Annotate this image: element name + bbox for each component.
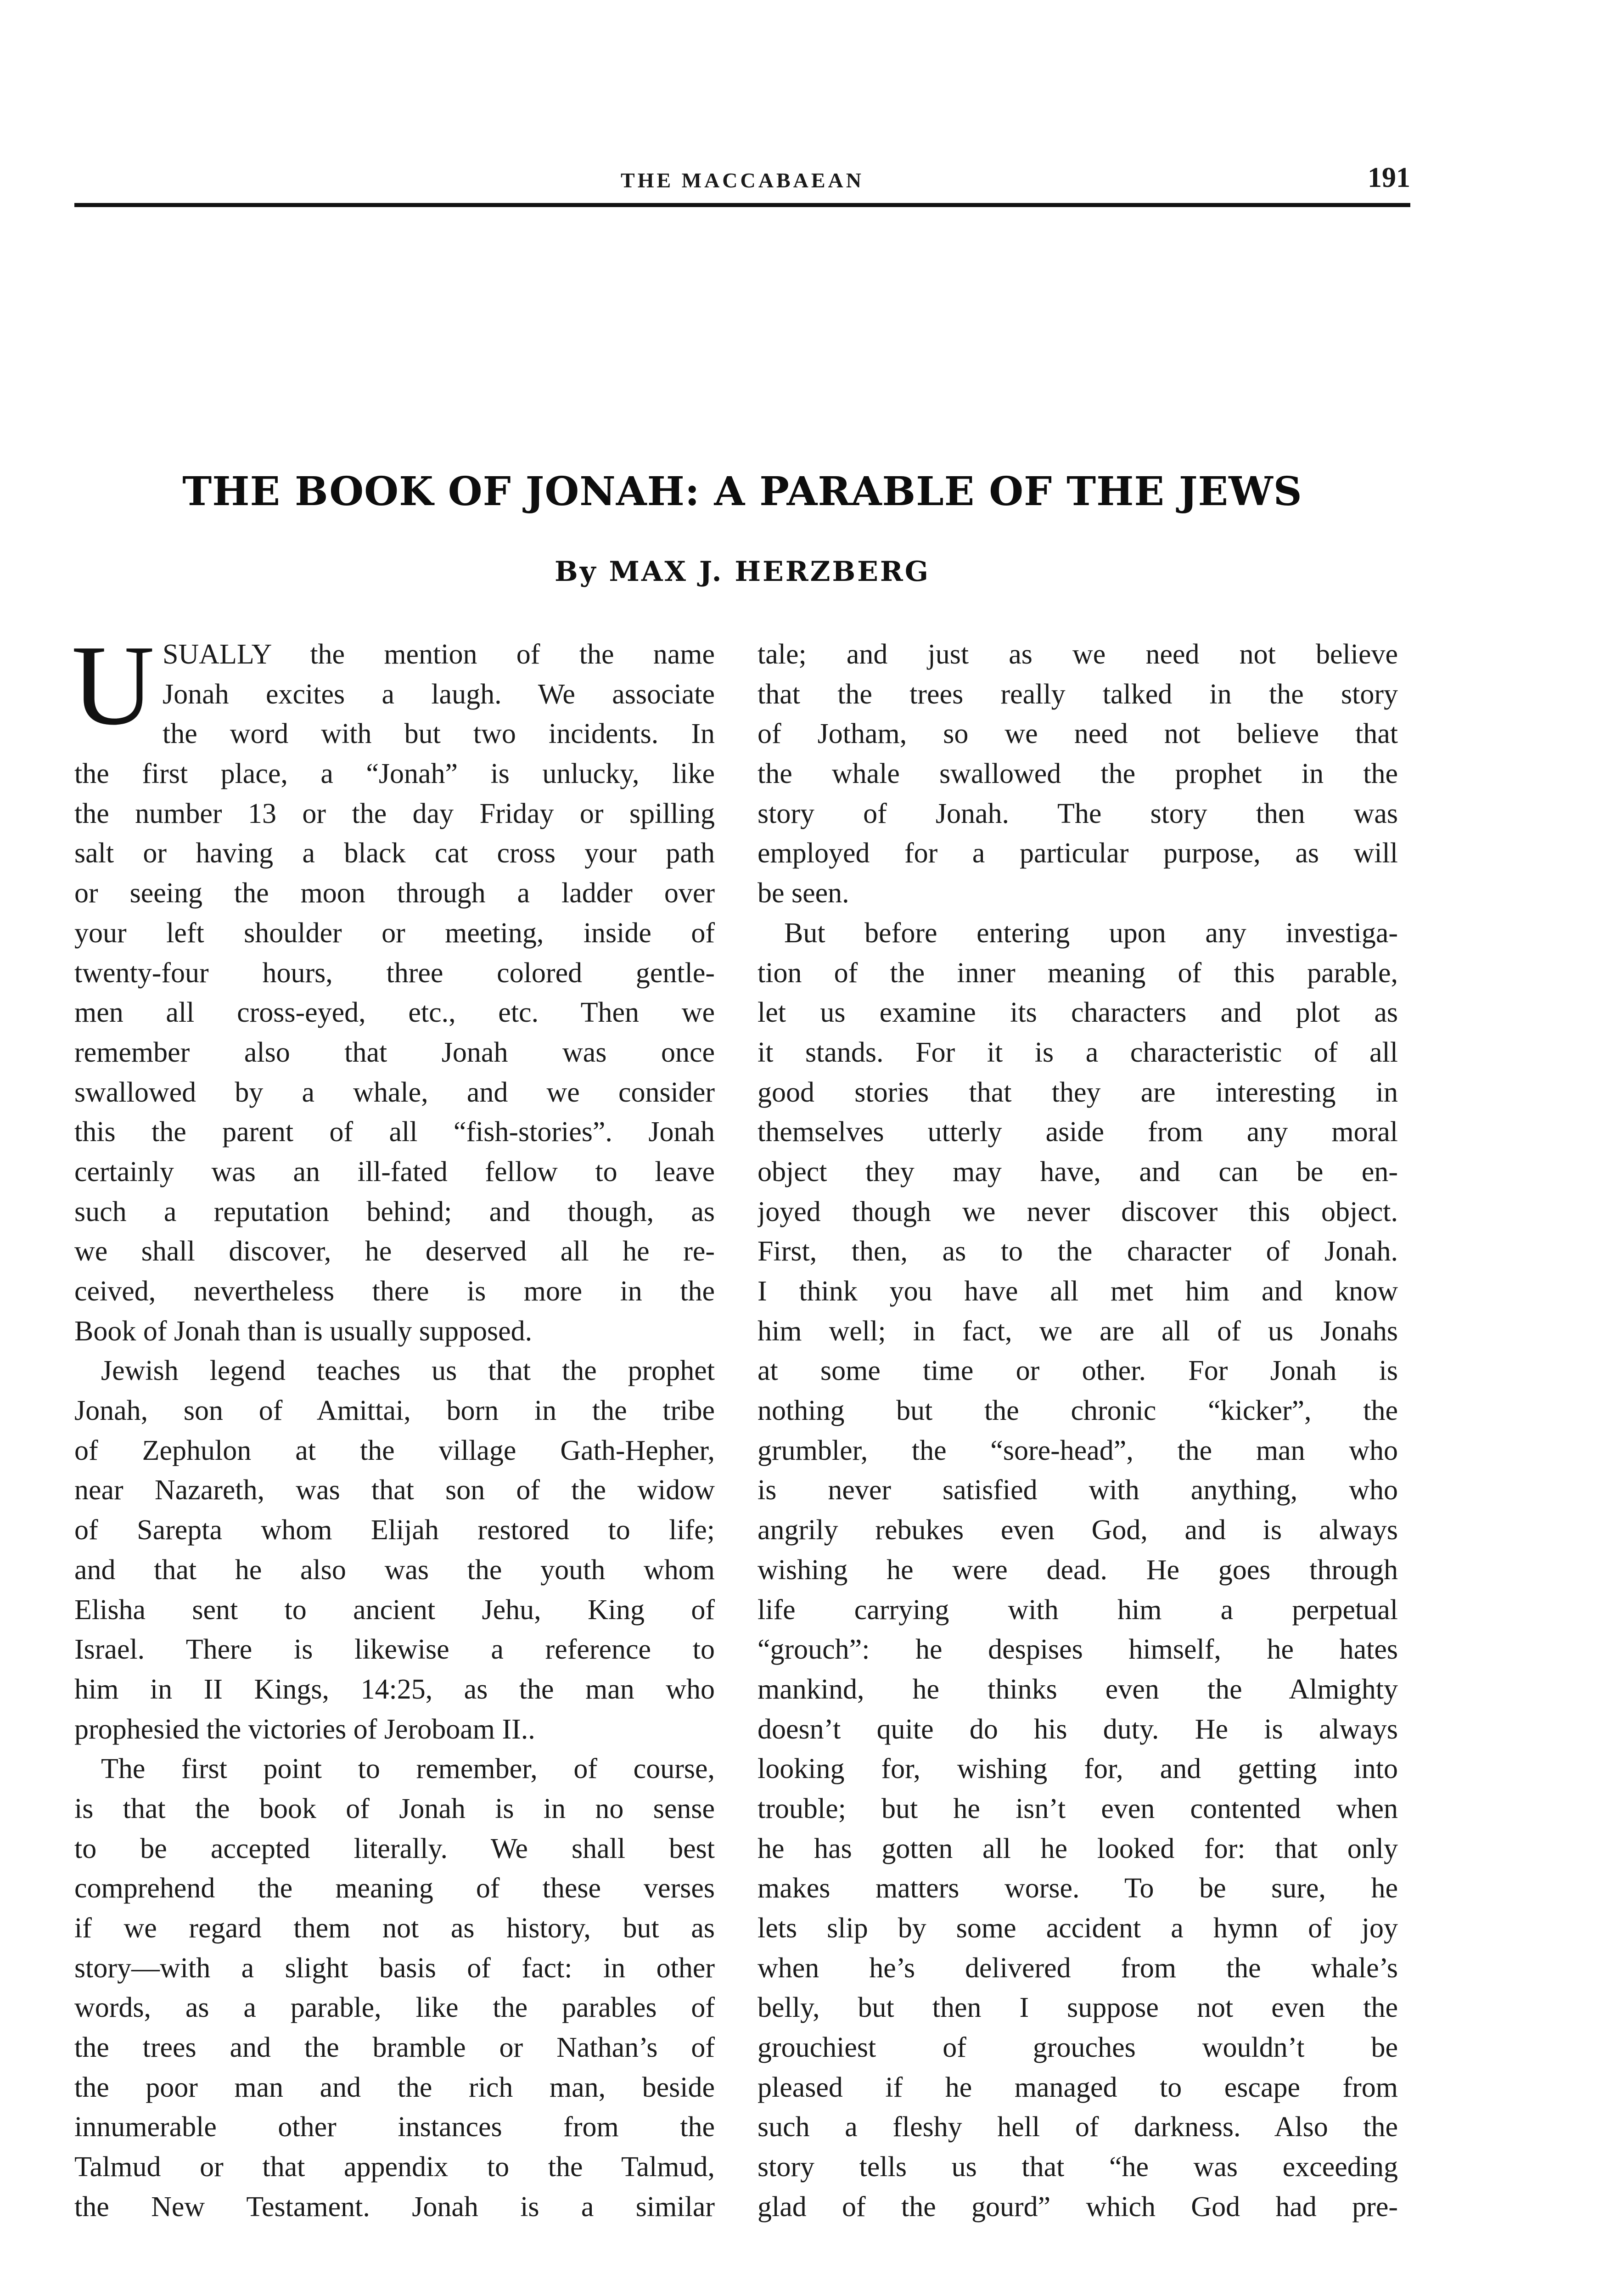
text-line: ceived, nevertheless there is more in the (74, 1276, 715, 1307)
text-line: when he’s delivered from the whale’s (758, 1952, 1398, 1984)
text-line: the trees and the bramble or Nathan’s of (74, 2032, 715, 2064)
article-title: THE BOOK OF JONAH: A PARABLE OF THE JEWS (182, 468, 1302, 515)
text-line: angrily rebukes even God, and is always (758, 1514, 1398, 1546)
text-line: pleased if he managed to escape from (758, 2071, 1398, 2103)
text-line: it stands. For it is a characteristic of all (758, 1036, 1398, 1068)
text-line: lets slip by some accident a hymn of joy (758, 1913, 1398, 1944)
text-line: if we regard them not as history, but as (74, 1913, 715, 1944)
text-line: the word with but two incidents. In (163, 718, 715, 750)
text-line: Jonah, son of Amittai, born in the tribe (74, 1395, 715, 1427)
text-line: story of Jonah. The story then was (758, 798, 1398, 829)
text-line: prophesied the victories of Jeroboam II.. (74, 1713, 535, 1745)
text-line: your left shoulder or meeting, inside of (74, 917, 715, 949)
text-line: of Sarepta whom Elijah restored to life; (74, 1514, 715, 1546)
text-line: SUALLY the mention of the name (163, 639, 715, 670)
text-line: swallowed by a whale, and we consider (74, 1076, 715, 1108)
text-line: salt or having a black cat cross your path (74, 838, 715, 869)
text-line: twenty-four hours, three colored gentle- (74, 957, 715, 989)
page-number: 191 (1368, 162, 1410, 193)
text-line: to be accepted literally. We shall best (74, 1833, 715, 1864)
drop-cap: U (72, 622, 155, 749)
text-line: story tells us that “he was exceeding (758, 2151, 1398, 2183)
byline: By MAX J. HERZBERG (554, 556, 930, 588)
text-line: such a fleshy hell of darkness. Also the (758, 2111, 1398, 2143)
text-line: Elisha sent to ancient Jehu, King of (74, 1594, 715, 1626)
text-line: looking for, wishing for, and getting into (758, 1753, 1398, 1785)
text-line: men all cross-eyed, etc., etc. Then we (74, 997, 715, 1029)
running-header (74, 162, 1410, 217)
text-line: trouble; but he isn’t even contented when (758, 1793, 1398, 1824)
text-line: this the parent of all “fish-stories”. Jonah (74, 1116, 715, 1148)
text-line: comprehend the meaning of these verses (74, 1873, 715, 1904)
text-line: story—with a slight basis of fact: in other (74, 1952, 715, 1984)
text-line: the New Testament. Jonah is a similar (74, 2191, 715, 2223)
text-line: makes matters worse. To be sure, he (758, 1873, 1398, 1904)
text-line: is never satisfied with anything, who (758, 1474, 1398, 1506)
text-line: First, then, as to the character of Jonah. (758, 1236, 1398, 1267)
text-line: doesn’t quite do his duty. He is always (758, 1713, 1398, 1745)
text-line: grouchiest of grouches wouldn’t be (758, 2032, 1398, 2064)
text-line: themselves utterly aside from any moral (758, 1116, 1398, 1148)
text-line: “grouch”: he despises himself, he hates (758, 1634, 1398, 1666)
text-line: The first point to remember, of course, (101, 1753, 715, 1785)
text-line: object they may have, and can be en- (758, 1156, 1398, 1187)
text-line: But before entering upon any investiga- (784, 917, 1398, 949)
text-line: joyed though we never discover this object. (758, 1196, 1398, 1227)
text-line: at some time or other. For Jonah is (758, 1355, 1398, 1387)
text-line: belly, but then I suppose not even the (758, 1992, 1398, 2024)
text-line: that the trees really talked in the story (758, 678, 1398, 710)
text-line: certainly was an ill-fated fellow to leave (74, 1156, 715, 1187)
text-line: and that he also was the youth whom (74, 1554, 715, 1586)
text-line: tale; and just as we need not believe (758, 639, 1398, 670)
text-line: the poor man and the rich man, beside (74, 2071, 715, 2103)
text-line: remember also that Jonah was once (74, 1036, 715, 1068)
text-line: such a reputation behind; and though, as (74, 1196, 715, 1227)
text-line: him well; in fact, we are all of us Jonahs (758, 1315, 1398, 1347)
text-line: be seen. (758, 878, 849, 909)
text-line: tion of the inner meaning of this parable, (758, 957, 1398, 989)
right-column (758, 635, 1398, 2227)
text-line: innumerable other instances from the (74, 2111, 715, 2143)
text-line: the number 13 or the day Friday or spilling (74, 798, 715, 829)
text-line: Jewish legend teaches us that the prophet (101, 1355, 715, 1387)
text-line: mankind, he thinks even the Almighty (758, 1673, 1398, 1705)
text-line: Jonah excites a laugh. We associate (163, 678, 715, 710)
journal-name: THE MACCABAEAN (621, 169, 864, 192)
text-line: or seeing the moon through a ladder over (74, 878, 715, 909)
text-line: of Zephulon at the village Gath-Hepher, (74, 1435, 715, 1466)
text-line: Book of Jonah than is usually supposed. (74, 1315, 533, 1347)
text-line: words, as a parable, like the parables of (74, 1992, 715, 2024)
text-line: wishing he were dead. He goes through (758, 1554, 1398, 1586)
text-line: we shall discover, he deserved all he re- (74, 1236, 715, 1267)
text-line: the whale swallowed the prophet in the (758, 758, 1398, 790)
text-line: Israel. There is likewise a reference to (74, 1634, 715, 1666)
text-line: the first place, a “Jonah” is unlucky, like (74, 758, 715, 790)
text-line: him in II Kings, 14:25, as the man who (74, 1673, 715, 1705)
text-line: of Jotham, so we need not believe that (758, 718, 1398, 750)
text-line: nothing but the chronic “kicker”, the (758, 1395, 1398, 1427)
text-line: life carrying with him a perpetual (758, 1594, 1398, 1626)
text-line: employed for a particular purpose, as will (758, 838, 1398, 869)
text-line: near Nazareth, was that son of the widow (74, 1474, 715, 1506)
left-column (72, 622, 715, 2227)
header-rule (74, 203, 1410, 207)
text-line: Talmud or that appendix to the Talmud, (74, 2151, 715, 2183)
text-line: good stories that they are interesting in (758, 1076, 1398, 1108)
text-line: let us examine its characters and plot as (758, 997, 1398, 1029)
text-line: grumbler, the “sore-head”, the man who (758, 1435, 1398, 1466)
text-line: glad of the gourd” which God had pre- (758, 2191, 1398, 2223)
text-line: he has gotten all he looked for: that only (758, 1833, 1398, 1864)
text-line: is that the book of Jonah is in no sense (74, 1793, 715, 1824)
text-line: I think you have all met him and know (758, 1276, 1398, 1307)
